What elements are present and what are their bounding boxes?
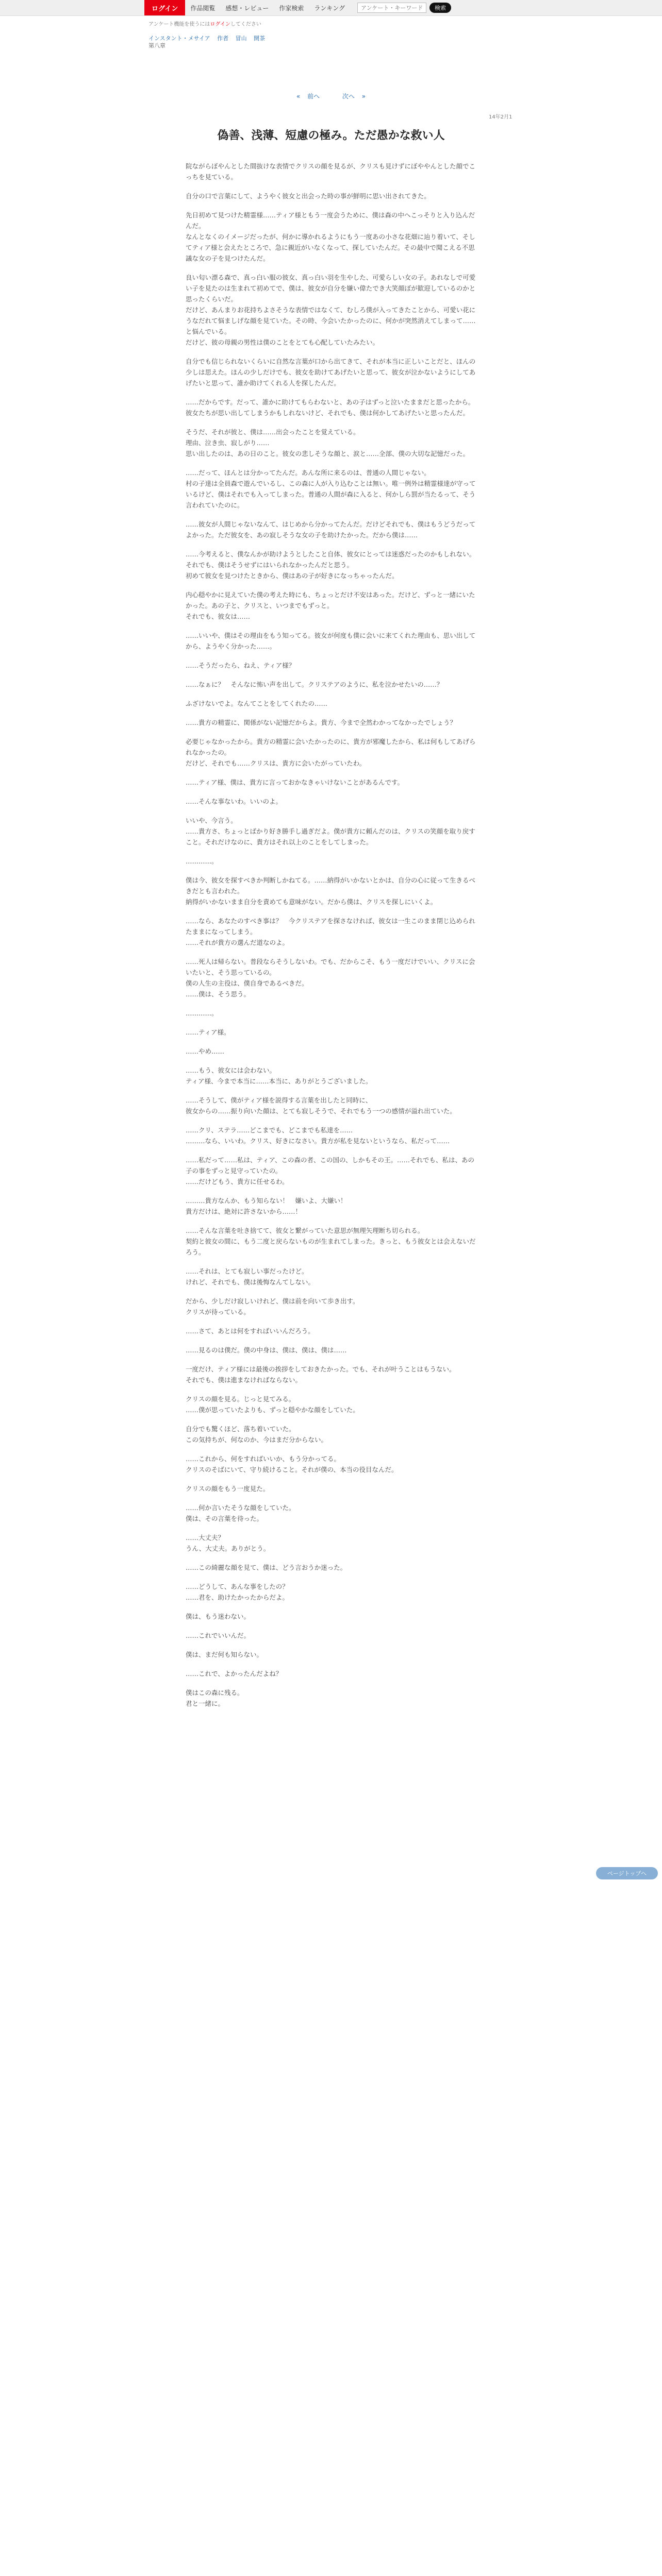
story-paragraph: [186, 191, 476, 201]
nav-item-reviews[interactable]: 感想・レビュー: [225, 4, 269, 12]
story-line: ……これから、何をすればいいか、もう分かってる。: [186, 1455, 341, 1463]
story-paragraph: [186, 1532, 476, 1554]
story-line: ……僕は、そう思う。: [186, 990, 251, 998]
story-line: ……そんな言葉を吐き捨てて、彼女と繋がっていた意思が無理矢理断ち切られる。: [186, 1227, 424, 1234]
story-line: 院ながらぼやんとした間抜けな表情でクリスの顔を見るが、クリスも見けずにぼややんとした顔でこっちを見ている。: [186, 162, 476, 181]
story-line: ………貴方なんか、もう知らない！ 嫌いよ、大嫌い！: [186, 1197, 347, 1205]
story-paragraph: [186, 1668, 476, 1679]
story-line: ……君を、助けたかったからだよ。: [186, 1594, 289, 1601]
story-paragraph: [186, 1095, 476, 1116]
story-paragraph: [186, 736, 476, 769]
story-paragraph: [186, 1581, 476, 1603]
novel-body: [186, 161, 476, 2576]
story-paragraph: [186, 1326, 476, 1336]
login-button[interactable]: ログイン: [144, 0, 185, 15]
story-line: 初めて彼女を見つけたときから、僕はあの子が好きになっちゃったんだ。: [186, 572, 399, 580]
story-line: ……今考えると、僕なんかが助けようとしたこと自体、彼女にとっては迷惑だったのかもしれない。それでも、僕はそうせずにはいられなかったんだと思う。: [186, 550, 476, 569]
story-line: ……いいや、僕はその理由をもう知ってる。彼女が何度も僕に会いに来てくれた理由も、思い出してから、ようやく分かった……。: [186, 632, 476, 650]
notice-text: アンケート機能を使うには: [148, 22, 210, 27]
story-paragraph: [186, 875, 476, 907]
story-line: なんとなくのイメージだったが、何かに導かれるようにもう一度あの小さな花畑に辿り着いて、そしてティア様と会えたところで、急に親近がいなくなって、探していたんだ。その最中で聞こえる不思議な女の子を見つけたんだ。: [186, 233, 475, 262]
chapter-number: 第八章: [148, 42, 166, 49]
story-line: ……この綺麗な顔を見て、僕は、どう言おうか迷った。: [186, 1564, 347, 1571]
story-paragraph: [186, 1027, 476, 1038]
nav-item-browse[interactable]: 作品閲覧: [190, 4, 216, 12]
story-paragraph: [186, 1562, 476, 1573]
nav-item-ranking[interactable]: ランキング: [314, 4, 345, 12]
story-line: 良い匂い漂る森で、真っ白い服の彼女、真っ白い羽を生やした、可愛らしい女の子。あれなしで可愛い子を見たのは生まれて初めてで、僕は、彼女が自分を嫌い偉たでき大笑顔ぼが歓迎しているのかと思ったくらいだ。: [186, 274, 476, 303]
story-line: ……死人は帰らない。普段ならそうしないわ。でも、だからこそ、もう一度だけでいい、クリスに会いたいと、そう思っているの。: [186, 958, 475, 976]
chapter-title: 偽善、浅薄、短慮の極み。ただ愚かな救い人: [217, 129, 445, 142]
page-top-button[interactable]: ページトップへ: [596, 1867, 658, 1879]
story-line: ……これで、よかったんだよね？: [186, 1670, 283, 1677]
search-button[interactable]: 検索: [429, 3, 451, 13]
story-line: 必要じゃなかったから。貴方の精霊に会いたかったのに、貴方が邪魔したから、私は何もしてあげられなかったの。: [186, 738, 476, 756]
story-paragraph: [186, 1296, 476, 1317]
story-line: 僕は今、彼女を探すべきか判断しかねてる。……納得がいかないとかは、自分の心に従って生きるべきだとも言われた。: [186, 876, 475, 895]
story-line: だけど、あんまりお花持ちよさそうな表情ではなくて、むしろ僕が入ってきたことから、可愛い花にうなだれて悩ましげな顔を見ていた。その時、今会いたかったのに、何かが突然消えてしまって……と悩んでいる。: [186, 306, 476, 335]
story-line: ……何か言いたそうな顔をしていた。: [186, 1504, 295, 1512]
story-line: だから、少しだけ寂しいけれど、僕は前を向いて歩き出す。: [186, 1297, 359, 1305]
story-line: ……だからです。だって、誰かに助けてもらわないと、あの子はずっと泣いたままだと思ったから。: [186, 398, 475, 406]
story-paragraph: [186, 815, 476, 848]
story-paragraph: [186, 717, 476, 728]
story-line: それでも、僕は進まなければならない。: [186, 1376, 302, 1384]
story-paragraph: [186, 427, 476, 459]
story-paragraph: [186, 1155, 476, 1187]
login-notice: [148, 20, 261, 27]
story-paragraph: [186, 1687, 476, 1709]
story-line: ……そうして、僕がティア様を説得する言葉を出したと同時に、: [186, 1096, 372, 1104]
story-line: だけど、彼の母親の男性は僕のことをとても心配していたみたい。: [186, 338, 379, 346]
story-line: 彼女からの……振り向いた顔は、とても寂しそうで、それでもう一つの感情が溢れ出ていた。: [186, 1107, 456, 1115]
story-paragraph: [186, 549, 476, 581]
story-line: 先日初めて見つけた精霊様……ティア様ともう一度会うために、僕は森の中へこっそりと入り込んだんだ。: [186, 211, 475, 230]
story-line: ………なら、いいわ。クリス、好きになさい。貴方が私を見ないというなら、私だって……: [186, 1137, 450, 1145]
story-line: ……クリ、ステラ……どこまでも、どこまでも私達を……: [186, 1126, 353, 1134]
notice-login-link[interactable]: ログイン: [210, 22, 230, 27]
story-paragraph: [186, 467, 476, 511]
story-paragraph: [186, 272, 476, 348]
next-label: 次へ: [342, 93, 355, 100]
breadcrumb-novel-link[interactable]: インスタント・メサイア: [148, 35, 210, 42]
story-paragraph: [186, 1483, 476, 1494]
story-line: 僕は、まだ何も知らない。: [186, 1651, 263, 1658]
story-line: ……私だって……私は、ティア、この森の者、この国の、しかもその王。……それでも、私は、あの子の事をずっと見守っていたの。: [186, 1156, 475, 1175]
story-paragraph: [186, 397, 476, 418]
story-line: ……貴方の精霊に、関係がない記憶だからよ。貴方、今まで全然わかってなかったでしょう？: [186, 719, 457, 726]
story-line: ……これでいいんだ。: [186, 1632, 251, 1639]
story-paragraph: [186, 1125, 476, 1146]
story-paragraph: [186, 1195, 476, 1217]
story-paragraph: [186, 916, 476, 948]
story-line: 納得がいかないまま自分を責めても意味がない。だから僕は、クリスを探しにいくよ。: [186, 898, 437, 906]
story-paragraph: [186, 589, 476, 622]
story-line: …………。: [186, 857, 218, 865]
story-line: ティア様、今まで本当に……本当に、ありがとうございました。: [186, 1077, 372, 1085]
breadcrumb-author-label[interactable]: 作者: [217, 35, 229, 42]
story-line: ……なら、あなたのすべき事は？ 今クリステアを探さなければ、彼女は一生このまま閉じ込められたままになってしまう。: [186, 917, 475, 936]
notice-suffix: してください: [230, 22, 261, 27]
story-line: いいや、今言う。: [186, 817, 237, 824]
story-paragraph: [186, 679, 476, 690]
story-line: 僕の人生の主役は、僕自身であるべきだ。: [186, 979, 308, 987]
story-line: だけど、それでも……クリスは、貴方に会いたがっていたわ。: [186, 759, 366, 767]
story-line: 君と一緒に。: [186, 1700, 225, 1707]
story-line: それでも、彼女は……: [186, 613, 251, 620]
story-paragraph: [186, 210, 476, 264]
story-paragraph: [186, 630, 476, 652]
prev-label: 前へ: [307, 93, 320, 100]
story-line: ……僕が思っていたよりも、ずっと穏やかな顔をしていた。: [186, 1406, 359, 1414]
story-paragraph: [186, 1502, 476, 1524]
story-line: 貴方だけは、絶対に許さないから……！: [186, 1208, 302, 1215]
story-line: …………。: [186, 1009, 218, 1017]
story-paragraph: [186, 660, 476, 671]
chapter-pager: [0, 92, 662, 100]
story-line: ……それが貴方の選んだ道なのよ。: [186, 939, 289, 946]
story-paragraph: [186, 698, 476, 709]
story-paragraph: [186, 356, 476, 388]
story-paragraph: [186, 1225, 476, 1258]
story-line: そうだ、それが彼と、僕は……出会ったことを覚えている。: [186, 428, 360, 436]
story-paragraph: [186, 1611, 476, 1622]
nav-item-author-search[interactable]: 作家検索: [279, 4, 304, 12]
story-line: ……だけどもう、貴方に任せるわ。: [186, 1178, 289, 1185]
story-line: 僕は、その言葉を待った。: [186, 1515, 263, 1522]
story-paragraph: [186, 161, 476, 182]
story-line: クリスが待っている。: [186, 1308, 250, 1316]
story-line: 僕はこの森に残る。: [186, 1689, 244, 1697]
story-paragraph: [186, 519, 476, 540]
story-paragraph: [186, 1423, 476, 1445]
story-line: クリスのそばにいて、守り続けること。それが僕の、本当の役目なんだ。: [186, 1466, 398, 1473]
story-line: クリスの顔を見る。じっと見てみる。: [186, 1395, 295, 1403]
story-line: ……彼女が人間じゃないなんて、はじめから分かってたんだ。だけどそれでも、僕はもうどうだってよかった。ただ彼女を、あの寂しそうな女の子を助けたかった。だから僕は……: [186, 520, 476, 539]
story-paragraph: [186, 1008, 476, 1019]
story-line: ……ティア様、僕は、貴方に言っておかなきゃいけないことがあるんです。: [186, 778, 404, 786]
breadcrumb-illustrator-link[interactable]: 開茶: [254, 35, 266, 42]
story-paragraph: [186, 1394, 476, 1415]
story-line: ……大丈夫？: [186, 1534, 225, 1541]
story-line: ……どうして、あんな事をしたの？: [186, 1583, 289, 1590]
story-line: ……なぁに？ そんなに怖い声を出して。クリステアのように、私を泣かせたいの……？: [186, 681, 443, 688]
story-paragraph: [186, 1649, 476, 1660]
next-chapter-link[interactable]: 次へ »: [342, 93, 366, 100]
story-line: ……もう、彼女には会わない。: [186, 1066, 276, 1074]
story-paragraph: [186, 1065, 476, 1087]
story-line: 彼女たちが思い出してしまうかもしれないけど、それでも、僕は何かしてあげたいと思ったんだ。: [186, 409, 470, 417]
story-line: ……やめ……: [186, 1047, 225, 1055]
story-line: 村の子達は全員森で遊んでいるし、この森に人が入り込むことは無い。唯一例外は精霊様達が守っているけど、僕はそれでも入ってしまった。普通の人間が森に入ると、何かしら罰が当たるって、そう言われていたのに。: [186, 480, 476, 509]
story-line: ……見るのは僕だ。僕の中身は、僕は、僕は、僕は……: [186, 1346, 347, 1354]
story-line: 自分でも驚くほど、落ち着いていた。: [186, 1425, 295, 1433]
story-line: 思い出したのは、あの日のこと。彼女の悲しそうな顔と、涙と……全部、僕の大切な記憶だった。: [186, 450, 470, 457]
story-line: 自分の口で言葉にして、ようやく彼女と出会った時の事が鮮明に思い出されてきた。: [186, 192, 431, 200]
breadcrumb: [148, 34, 270, 42]
story-line: うん、大丈夫。ありがとう。: [186, 1545, 270, 1552]
story-paragraph: [186, 956, 476, 999]
story-line: 理由、泣き虫、寂しがり……: [186, 439, 270, 447]
story-paragraph: [186, 856, 476, 867]
story-line: ……そんな事ないわ。いいのよ。: [186, 798, 283, 805]
story-paragraph: [186, 1266, 476, 1287]
story-paragraph: [186, 1046, 476, 1057]
story-paragraph: [186, 1453, 476, 1475]
story-line: 自分でも信じられないくらいに自然な言葉が口から出てきて、それが本当に正しいことだと、ほんの少しは思えた。ほんの少しだけでも、彼女を助けてあげたいと思って、彼女が泣かないようにしてあげたいと思って、誰か助けてくれる人を探したんだ。: [186, 358, 476, 387]
top-navigation-bar: [0, 0, 662, 16]
story-line: 契約と彼女の間に、もう二度と戻らないものが生まれてしまった。きっと、もう彼女とは会えないだろう。: [186, 1238, 476, 1256]
story-line: 内心穏やかに見えていた僕の考えた時にも、ちょっとだけ不安はあった。だけど、ずっと一緒にいたかった。あの子と、クリスと、いつまでもずっと。: [186, 591, 475, 609]
story-line: 僕は、もう迷わない。: [186, 1613, 251, 1620]
story-line: ふざけないでよ。なんてことをしてくれたの……: [186, 700, 328, 707]
story-line: クリスの顔をもう一度見た。: [186, 1485, 270, 1493]
story-line: けれど、それでも、僕は後悔なんてしない。: [186, 1278, 315, 1286]
story-line: ……さて、あとは何をすればいいんだろう。: [186, 1327, 315, 1335]
story-paragraph: [186, 777, 476, 788]
story-paragraph: [186, 796, 476, 807]
story-line: ……だって、ほんとは分かってたんだ。あんな所に来るのは、普通の人間じゃない。: [186, 469, 431, 477]
prev-chapter-link[interactable]: « 前へ: [296, 93, 320, 100]
search-input[interactable]: [357, 3, 426, 13]
breadcrumb-author-link[interactable]: 冒山: [235, 35, 247, 42]
story-paragraph: [186, 1345, 476, 1355]
story-paragraph: [186, 1630, 476, 1641]
story-line: ……ティア様。: [186, 1028, 230, 1036]
story-paragraph: [186, 1364, 476, 1385]
post-date: 14年2月1: [489, 114, 512, 120]
story-line: ……貴方さ、ちょっとばかり好き勝手し過ぎだよ。僕が貴方に頼んだのは、クリスの笑顔を取り戻すこと。それだけなのに、貴方はそれ以上のことをしてしまった。: [186, 827, 475, 846]
story-line: ……そうだったら、ねえ、ティア様？: [186, 662, 295, 669]
story-line: この気持ちが、何なのか、今はまだ分からない。: [186, 1436, 328, 1444]
story-line: ……それは、とても寂しい事だったけど。: [186, 1267, 308, 1275]
story-line: 一度だけ、ティア様には最後の挨拶をしておきたかった。でも、それが叶うことはもうない。: [186, 1365, 456, 1373]
